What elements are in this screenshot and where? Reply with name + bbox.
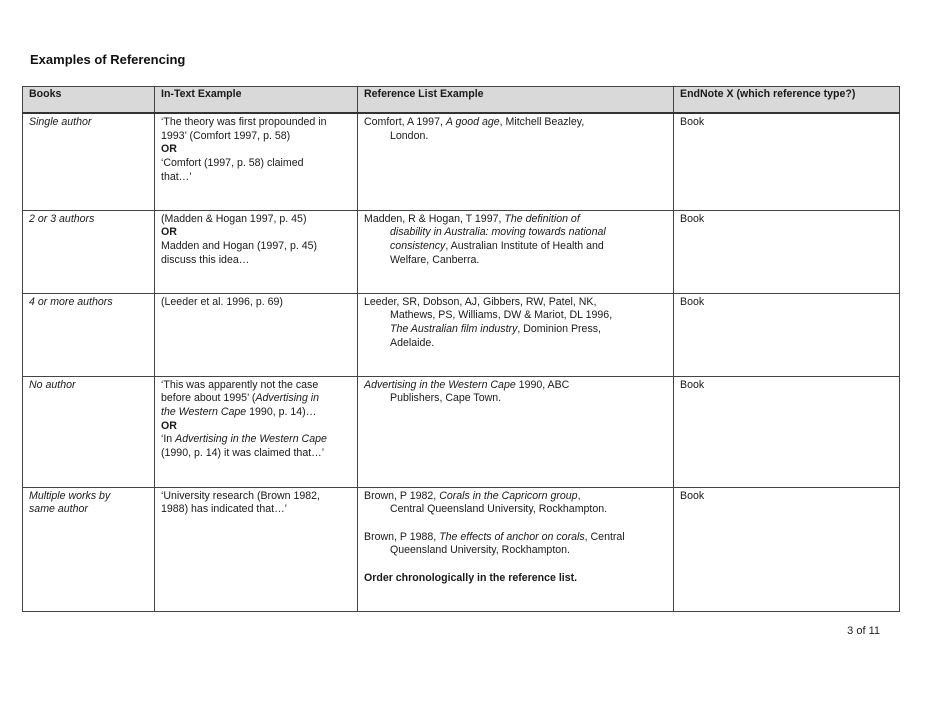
in-text-cell [155, 210, 358, 293]
table-row [23, 293, 900, 376]
endnote-type: Book [680, 378, 705, 391]
table-row [23, 487, 900, 611]
reference-line [364, 240, 667, 254]
in-text-line: that…’ [161, 170, 192, 183]
in-text-title: Advertising in the Western Cape [175, 433, 327, 446]
table-row [23, 376, 900, 487]
category-label: 4 or more authors [29, 295, 113, 308]
reference-text: Comfort, A 1997, [364, 116, 446, 128]
table-header-row [23, 87, 900, 114]
in-text-line [161, 392, 351, 406]
reference-line [364, 213, 667, 227]
endnote-cell [674, 113, 900, 210]
reference-cell [358, 487, 674, 611]
category-cell [23, 113, 155, 210]
category-cell [23, 376, 155, 487]
in-text-line: (Madden & Hogan 1997, p. 45) [161, 212, 307, 225]
in-text-line [161, 433, 351, 447]
reference-cell [358, 293, 674, 376]
table-row [23, 113, 900, 210]
in-text-line: ‘The theory was first propounded in [161, 116, 327, 128]
reference-title: The definition of [504, 212, 580, 225]
reference-line: Central Queensland University, Rockhampton. [390, 503, 608, 516]
reference-line [364, 323, 667, 337]
header-endnote: EndNote X (which reference type?) [674, 87, 900, 114]
reference-title: The effects of anchor on corals [439, 530, 585, 543]
in-text-line: discuss this idea… [161, 253, 250, 266]
reference-line: Leeder, SR, Dobson, AJ, Gibbers, RW, Patel, NK, [364, 295, 597, 308]
endnote-type: Book [680, 212, 705, 225]
in-text-line: (1990, p. 14) it was claimed that…’ [161, 447, 325, 460]
category-label: 2 or 3 authors [29, 212, 95, 225]
reference-text: Madden, R & Hogan, T 1997, [364, 212, 505, 225]
category-label: Multiple works by [29, 489, 111, 502]
category-label: Single author [29, 116, 92, 128]
endnote-cell [674, 487, 900, 611]
reference-line: Publishers, Cape Town. [390, 392, 502, 405]
header-books: Books [23, 87, 155, 114]
reference-line: Adelaide. [390, 336, 435, 349]
in-text-line: ‘This was apparently not the case [161, 378, 319, 391]
in-text-cell [155, 376, 358, 487]
in-text-text: 1990, p. 14)… [246, 405, 317, 418]
reference-text: Brown, P 1982, [364, 489, 440, 502]
or-label: OR [161, 419, 177, 432]
or-label: OR [161, 226, 177, 239]
reference-text: Brown, P 1988, [364, 530, 440, 543]
category-cell [23, 293, 155, 376]
in-text-line: 1993’ (Comfort 1997, p. 58) [161, 129, 291, 142]
reference-line [364, 490, 667, 504]
reference-line [364, 379, 667, 393]
reference-title: consistency [390, 239, 446, 252]
reference-text: , [577, 489, 581, 502]
reference-cell [358, 113, 674, 210]
in-text-title: the Western Cape [161, 405, 247, 418]
page-number: 3 of 11 [847, 625, 880, 637]
reference-title: Corals in the Capricorn group [439, 489, 578, 502]
in-text-line: ‘University research (Brown 1982, [161, 489, 320, 502]
reference-note: Order chronologically in the reference list. [364, 571, 578, 584]
in-text-line [161, 406, 351, 420]
endnote-cell [674, 376, 900, 487]
reference-text: , Australian Institute of Health and [445, 239, 604, 252]
reference-title: Advertising in the Western Cape [364, 378, 516, 391]
reference-title: The Australian film industry [390, 322, 518, 335]
reference-text: , Dominion Press, [517, 322, 601, 335]
header-in-text: In-Text Example [155, 87, 358, 114]
in-text-line: Madden and Hogan (1997, p. 45) [161, 239, 318, 252]
page-title: Examples of Referencing [30, 52, 186, 67]
table-row [23, 210, 900, 293]
in-text-cell [155, 487, 358, 611]
in-text-text: before about 1995’ ( [161, 392, 256, 405]
category-label: same author [29, 503, 88, 516]
reference-text: , Mitchell Beazley, [499, 116, 585, 128]
in-text-text: ‘In [161, 433, 176, 446]
reference-line: disability in Australia: moving towards national [390, 226, 606, 239]
category-cell [23, 487, 155, 611]
reference-line: Welfare, Canberra. [390, 253, 480, 266]
reference-cell [358, 376, 674, 487]
endnote-cell [674, 293, 900, 376]
in-text-line: 1988) has indicated that…’ [161, 503, 288, 516]
reference-text: , Central [584, 530, 625, 543]
endnote-type: Book [680, 116, 705, 128]
in-text-cell [155, 113, 358, 210]
reference-cell [358, 210, 674, 293]
reference-text: 1990, ABC [515, 378, 570, 391]
endnote-cell [674, 210, 900, 293]
header-reference-list: Reference List Example [358, 87, 674, 114]
in-text-line: ‘Comfort (1997, p. 58) claimed [161, 157, 304, 170]
in-text-cell [155, 293, 358, 376]
category-label: No author [29, 378, 76, 391]
reference-line: Mathews, PS, Williams, DW & Mariot, DL 1996, [390, 309, 613, 322]
category-cell [23, 210, 155, 293]
reference-line: London. [390, 129, 429, 142]
reference-title: A good age [445, 116, 500, 128]
reference-line: Queensland University, Rockhampton. [390, 544, 570, 557]
in-text-title: Advertising in [255, 392, 320, 405]
or-label: OR [161, 143, 177, 156]
reference-line [364, 531, 667, 545]
endnote-type: Book [680, 295, 705, 308]
in-text-line: (Leeder et al. 1996, p. 69) [161, 295, 283, 308]
endnote-type: Book [680, 489, 705, 502]
referencing-table [22, 86, 900, 612]
reference-line [364, 116, 667, 130]
